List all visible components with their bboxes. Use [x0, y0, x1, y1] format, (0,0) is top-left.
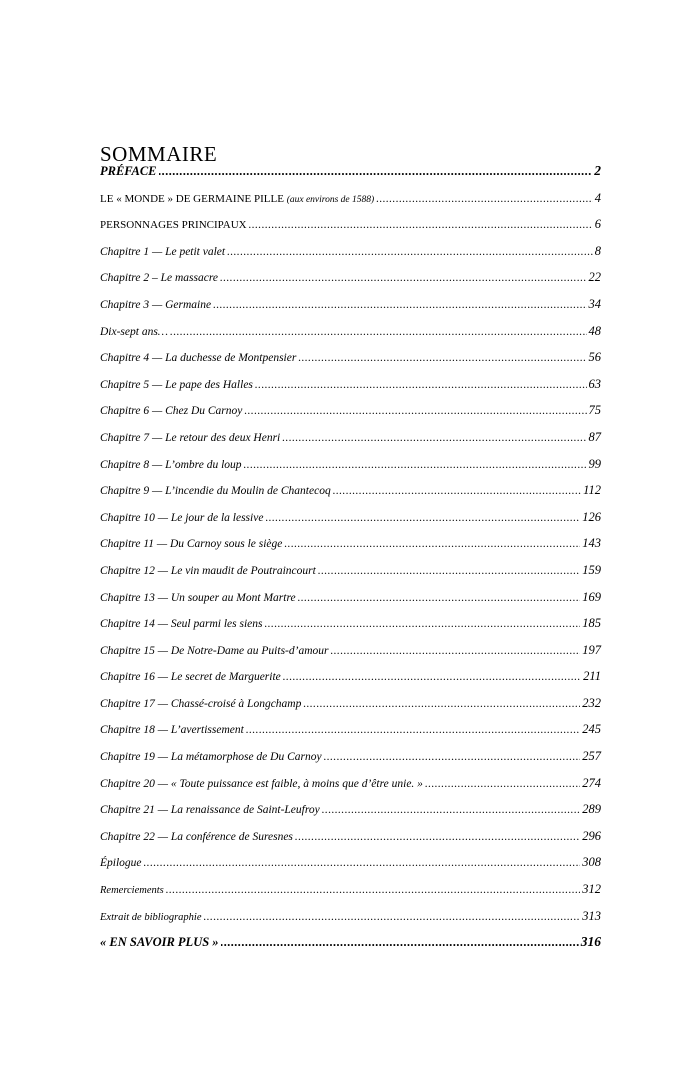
dot-leader — [283, 664, 581, 691]
toc-page-number: 56 — [588, 350, 601, 365]
dot-leader — [255, 372, 587, 399]
dot-leader — [265, 611, 581, 638]
toc-page-number: 48 — [588, 323, 601, 338]
toc-label: Chapitre 14 — Seul parmi les siens — [100, 618, 263, 631]
dot-leader — [322, 797, 580, 824]
toc-entry-chapter[interactable] — [100, 663, 601, 690]
toc-entry-chapter[interactable] — [100, 530, 601, 557]
toc-entry-chapter[interactable] — [100, 743, 601, 770]
toc-page-number: 308 — [582, 855, 601, 870]
dot-leader — [303, 691, 580, 718]
toc-entry-remerciements[interactable] — [100, 876, 601, 903]
dot-leader — [249, 212, 593, 239]
toc-label: Chapitre 12 — Le vin maudit de Poutraincourt — [100, 564, 316, 577]
toc-entry-chapter[interactable] — [100, 770, 601, 797]
toc-page-number: 245 — [582, 722, 601, 737]
dot-leader — [425, 771, 580, 798]
toc-entry-chapter[interactable] — [100, 796, 601, 823]
toc-label: Chapitre 16 — Le secret de Marguerite — [100, 671, 281, 684]
toc-page-number: 313 — [582, 908, 601, 923]
toc-label: Chapitre 1 — Le petit valet — [100, 245, 226, 258]
toc-label: LE « MONDE » DE GERMAINE PILLE (aux environs de 1588) — [100, 192, 375, 205]
dot-leader — [144, 850, 581, 877]
toc-page-number: 316 — [580, 934, 601, 950]
toc-page-number: 143 — [582, 536, 601, 551]
toc-label: Chapitre 3 — Germaine — [100, 298, 212, 311]
toc-entry-interlude[interactable] — [100, 318, 601, 345]
toc-page-number: 312 — [582, 882, 601, 897]
toc-page-number: 4 — [594, 190, 601, 205]
dot-leader — [227, 239, 593, 266]
toc-entry-chapter[interactable] — [100, 344, 601, 371]
toc-label: Chapitre 11 — Du Carnoy sous le siège — [100, 538, 283, 551]
toc-page-number: 197 — [582, 642, 601, 657]
toc-page-number: 289 — [582, 802, 601, 817]
toc-page-number: 99 — [588, 456, 601, 471]
page-title: SOMMAIRE — [100, 142, 218, 167]
toc-entry-chapter[interactable] — [100, 451, 601, 478]
toc-page-number: 211 — [583, 669, 601, 684]
dot-leader — [282, 425, 586, 452]
toc-label: Chapitre 6 — Chez Du Carnoy — [100, 405, 243, 418]
dot-leader — [331, 638, 581, 665]
toc-label: Chapitre 13 — Un souper au Mont Martre — [100, 591, 296, 604]
dot-leader — [170, 319, 586, 346]
toc-page-number: 296 — [582, 828, 601, 843]
toc-page-number: 87 — [588, 429, 601, 444]
toc-entry-chapter[interactable] — [100, 610, 601, 637]
toc-entry-preface[interactable] — [100, 158, 601, 185]
toc-entry-chapter[interactable] — [100, 637, 601, 664]
toc-page-number: 159 — [582, 562, 601, 577]
toc-entry-chapter[interactable] — [100, 264, 601, 291]
dot-leader — [220, 265, 587, 292]
toc-label: Chapitre 2 – Le massacre — [100, 272, 218, 285]
toc-page-number: 75 — [588, 403, 601, 418]
toc-label: Chapitre 7 — Le retour des deux Henri — [100, 431, 281, 444]
toc-label: Remerciements — [100, 885, 164, 897]
dot-leader — [265, 505, 580, 532]
toc-page-number: 274 — [582, 775, 601, 790]
toc-label: Extrait de bibliographie — [100, 911, 202, 923]
toc-page-number: 34 — [588, 296, 601, 311]
dot-leader — [298, 585, 581, 612]
dot-leader — [298, 345, 586, 372]
toc-label: Chapitre 22 — La conférence de Suresnes — [100, 830, 293, 843]
toc-entry-chapter[interactable] — [100, 557, 601, 584]
toc-page-number: 185 — [582, 616, 601, 631]
table-of-contents — [100, 158, 601, 956]
dot-leader — [376, 186, 593, 213]
dot-leader — [159, 158, 593, 185]
toc-entry-chapter[interactable] — [100, 238, 601, 265]
toc-label: Chapitre 8 — L’ombre du loup — [100, 458, 242, 471]
toc-entry-chapter[interactable] — [100, 823, 601, 850]
toc-entry-chapter[interactable] — [100, 504, 601, 531]
toc-entry-chapter[interactable] — [100, 291, 601, 318]
toc-entry-bibliographie[interactable] — [100, 903, 601, 930]
toc-page-number: 2 — [594, 163, 601, 178]
toc-page-number: 257 — [582, 749, 601, 764]
dot-leader — [204, 904, 581, 931]
dot-leader — [244, 452, 587, 479]
toc-page-number: 63 — [588, 376, 601, 391]
toc-label: Chapitre 5 — Le pape des Halles — [100, 378, 253, 391]
toc-label: Chapitre 4 — La duchesse de Montpensier — [100, 352, 297, 365]
toc-entry-monde[interactable] — [100, 185, 601, 212]
toc-label: Épilogue — [100, 857, 142, 870]
toc-label-note: (aux environs de 1588) — [286, 194, 375, 205]
toc-page-number: 169 — [582, 589, 601, 604]
toc-page-number: 232 — [582, 695, 601, 710]
toc-label: Chapitre 19 — La métamorphose de Du Carnoy — [100, 751, 322, 764]
dot-leader — [333, 478, 581, 505]
toc-label: PERSONNAGES PRINCIPAUX — [100, 219, 247, 232]
toc-page-number: 22 — [588, 270, 601, 285]
toc-label: Chapitre 21 — La renaissance de Saint-Leufroy — [100, 804, 320, 817]
toc-label: « EN SAVOIR PLUS » — [100, 935, 219, 950]
toc-entry-chapter[interactable] — [100, 716, 601, 743]
toc-entry-chapter[interactable] — [100, 397, 601, 424]
toc-page-number: 6 — [594, 217, 601, 232]
dot-leader — [244, 398, 586, 425]
toc-entry-chapter[interactable] — [100, 690, 601, 717]
toc-label: Chapitre 10 — Le jour de la lessive — [100, 511, 264, 524]
toc-entry-en-savoir-plus[interactable] — [100, 929, 601, 956]
toc-label: Dix-sept ans… — [100, 325, 169, 338]
toc-page-number: 126 — [582, 509, 601, 524]
dot-leader — [213, 292, 586, 319]
dot-leader — [284, 531, 580, 558]
toc-label: Chapitre 20 — « Toute puissance est faible, à moins que d’être unie. » — [100, 777, 423, 790]
toc-entry-chapter[interactable] — [100, 584, 601, 611]
toc-page-number: 8 — [594, 243, 601, 258]
dot-leader — [318, 558, 580, 585]
toc-entry-chapter[interactable] — [100, 424, 601, 451]
toc-entry-personnages[interactable] — [100, 211, 601, 238]
dot-leader — [166, 877, 581, 904]
toc-label: Chapitre 17 — Chassé-croisé à Longchamp — [100, 697, 302, 710]
dot-leader — [324, 744, 581, 771]
toc-label: Chapitre 18 — L’avertissement — [100, 724, 244, 737]
toc-label: PRÉFACE — [100, 164, 157, 178]
toc-entry-chapter[interactable] — [100, 477, 601, 504]
toc-page-number: 112 — [583, 483, 601, 498]
toc-entry-epilogue[interactable] — [100, 849, 601, 876]
toc-label: Chapitre 9 — L’incendie du Moulin de Chantecoq — [100, 485, 331, 498]
toc-entry-chapter[interactable] — [100, 371, 601, 398]
dot-leader — [221, 929, 579, 956]
dot-leader — [295, 824, 580, 851]
toc-label: Chapitre 15 — De Notre-Dame au Puits-d’amour — [100, 644, 329, 657]
dot-leader — [246, 717, 580, 744]
